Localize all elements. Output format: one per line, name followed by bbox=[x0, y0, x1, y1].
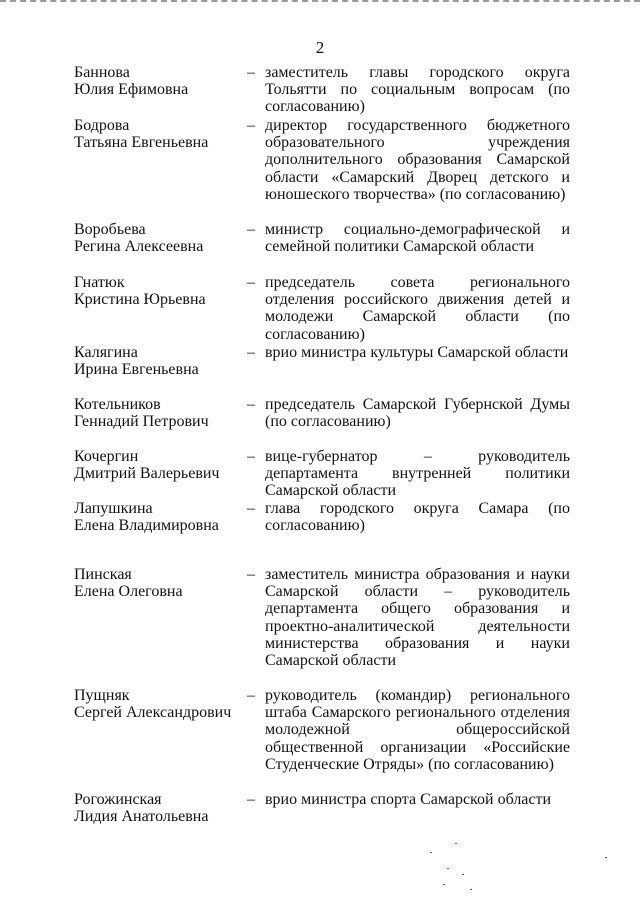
member-role: председатель Самарской Губернской Думы (по согласованию) bbox=[265, 396, 570, 431]
member-name bbox=[74, 566, 244, 600]
member-role: врио министра спорта Самарской области bbox=[265, 791, 552, 808]
member-role: председатель совета регионального отделения российского движения детей и молодежи Самарской области (по согласованию) bbox=[265, 274, 570, 343]
member-name bbox=[74, 117, 244, 151]
member-role: руководитель (командир) регионального штаба Самарского регионального отделения молодежной общероссийской общественной организации «Российские Студенческие Отряды» (по согласованию) bbox=[265, 687, 570, 773]
member-name bbox=[74, 791, 244, 825]
member-role: заместитель главы городского округа Тольятти по социальным вопросам (по согласованию) bbox=[265, 64, 570, 116]
entry-dash: – bbox=[247, 117, 255, 134]
member-given-names: Елена Владимировна bbox=[74, 517, 219, 535]
member-surname: Баннова bbox=[74, 64, 130, 81]
scan-speck bbox=[605, 857, 607, 858]
member-name bbox=[74, 344, 244, 378]
member-surname: Бодрова bbox=[74, 117, 130, 134]
entry-dash: – bbox=[247, 344, 255, 361]
member-surname: Лапушкина bbox=[74, 500, 153, 517]
member-given-names: Ирина Евгеньевна bbox=[74, 361, 199, 379]
member-role: врио министра культуры Самарской области bbox=[265, 344, 569, 361]
member-given-names: Геннадий Петрович bbox=[74, 413, 209, 431]
member-given-names: Юлия Ефимовна bbox=[74, 81, 189, 99]
entry-dash: – bbox=[247, 791, 255, 808]
scan-speck bbox=[447, 868, 449, 869]
member-given-names: Дмитрий Валерьевич bbox=[74, 465, 220, 483]
member-surname: Воробьева bbox=[74, 221, 146, 238]
member-surname: Рогожинская bbox=[74, 791, 162, 808]
entry-dash: – bbox=[247, 687, 255, 704]
member-surname: Котельников bbox=[74, 396, 161, 413]
member-name bbox=[74, 687, 244, 721]
scan-speck bbox=[462, 874, 464, 875]
member-name bbox=[74, 500, 244, 534]
member-surname: Пинская bbox=[74, 566, 132, 583]
member-name bbox=[74, 448, 244, 482]
scan-top-border bbox=[0, 0, 640, 4]
member-role: вице-губернатор – руководитель департамента внутренней политики Самарской области bbox=[265, 448, 570, 500]
member-name bbox=[74, 396, 244, 430]
member-name bbox=[74, 221, 244, 255]
member-surname: Пущняк bbox=[74, 687, 130, 704]
member-name bbox=[74, 64, 244, 98]
entry-dash: – bbox=[247, 448, 255, 465]
member-surname: Кочергин bbox=[74, 448, 139, 465]
page-number: 2 bbox=[315, 38, 325, 57]
entry-dash: – bbox=[247, 64, 255, 81]
member-role: заместитель министра образования и науки Самарской области – руководитель департамента общего образования и проектно-аналитической деятельности министерства образования и науки Самарской области bbox=[265, 566, 570, 670]
member-name bbox=[74, 274, 244, 308]
member-surname: Калягина bbox=[74, 344, 138, 361]
member-given-names: Регина Алексеевна bbox=[74, 238, 204, 256]
member-surname: Гнатюк bbox=[74, 274, 125, 291]
member-role: глава городского округа Самара (по согласованию) bbox=[265, 500, 570, 535]
member-given-names: Кристина Юрьевна bbox=[74, 291, 206, 309]
scan-speck bbox=[470, 889, 472, 890]
scan-speck bbox=[443, 884, 445, 885]
member-given-names: Сергей Александрович bbox=[74, 704, 232, 722]
entry-dash: – bbox=[247, 396, 255, 413]
entry-dash: – bbox=[247, 274, 255, 291]
member-role: министр социально-демографической и семейной политики Самарской области bbox=[265, 221, 570, 256]
member-given-names: Татьяна Евгеньевна bbox=[74, 134, 209, 152]
scan-speck bbox=[455, 843, 457, 844]
scan-speck bbox=[430, 852, 432, 853]
member-role: директор государственного бюджетного образовательного учреждения дополнительного образования Самарской области «Самарский Дворец детского и юношеского творчества» (по согласованию) bbox=[265, 117, 570, 203]
member-given-names: Лидия Анатольевна bbox=[74, 808, 209, 826]
entry-dash: – bbox=[247, 500, 255, 517]
member-given-names: Елена Олеговна bbox=[74, 583, 183, 601]
entry-dash: – bbox=[247, 221, 255, 238]
entry-dash: – bbox=[247, 566, 255, 583]
